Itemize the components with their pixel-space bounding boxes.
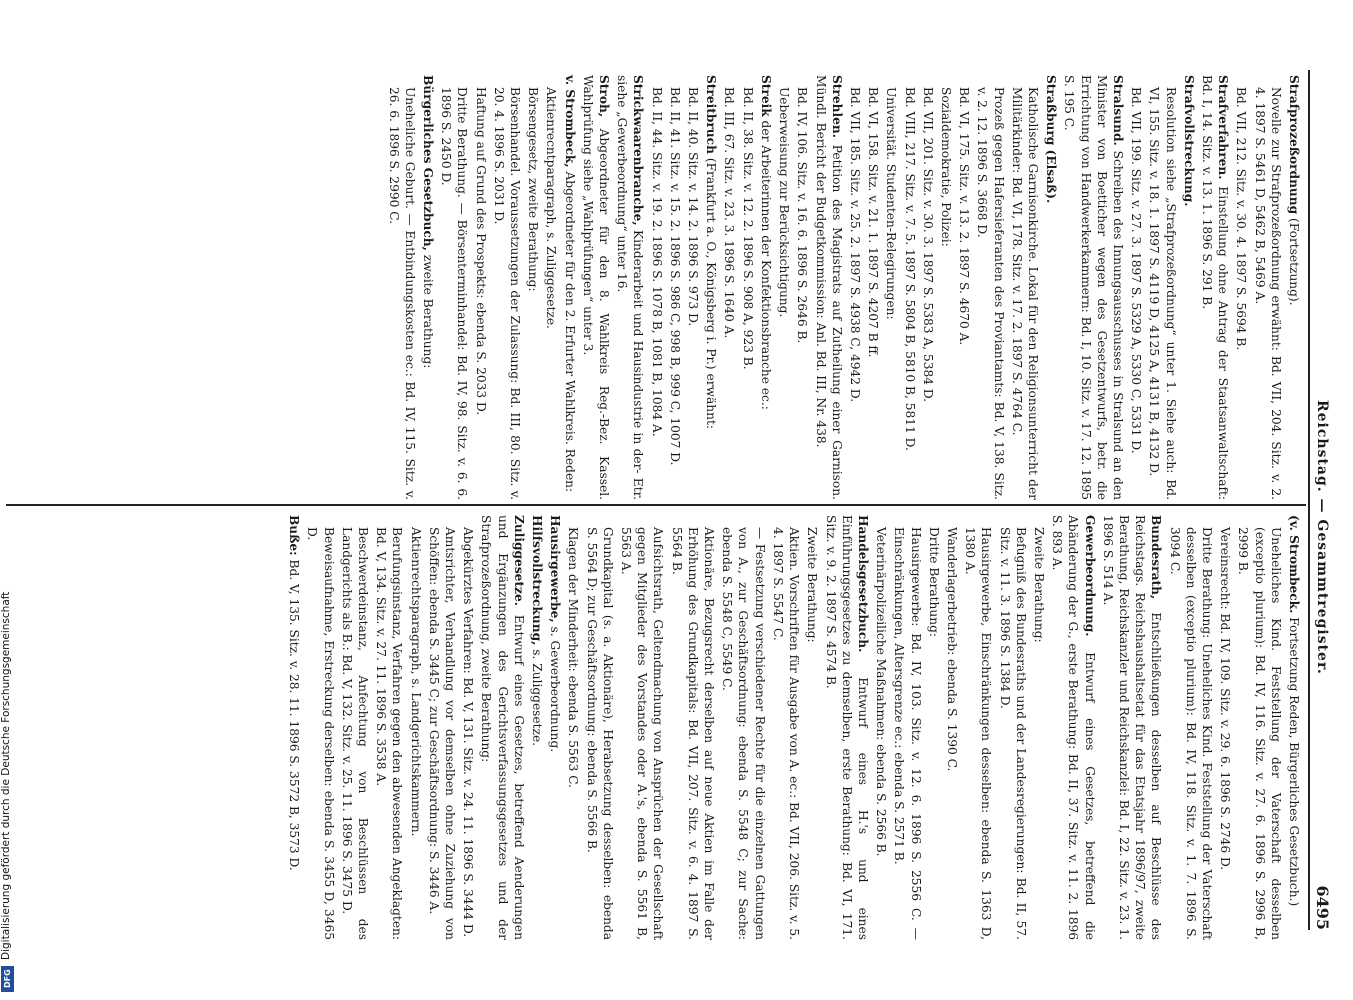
index-entry — [1166, 515, 1215, 940]
entry-text: Bd. II, 40. Sitz. v. 14. 2. 1896 S. 973 D. — [686, 87, 701, 327]
index-entry — [703, 75, 719, 500]
entry-text: Aktien. Vorschriften für Ausgabe von A. ec.: Bd. VII, 206. Sitz. v. 5. 4. 1897 S. 5547 C. — [770, 527, 802, 940]
index-entry — [794, 75, 810, 500]
index-entry — [614, 75, 646, 500]
entry-text: Kinderarbeit und Hausindustrie in der- Etr. siehe „Gewerbeordnung“ unter 16. — [615, 75, 646, 500]
entry-text: Abgeordneter für den 8. Wahlkreis Reg.-Bez. Kassel. Wahlprüfung siehe „Wahlprüfungen“ unter 3. — [580, 75, 612, 500]
entry-text: Aktienrechtsparagraph, s. Landgerichtskammern. — [408, 527, 423, 837]
index-entry — [920, 75, 936, 500]
entry-text: Aufsichtsrath, Geltendmachung von Ansprüchen der Gesellschaft gegen Mitglieder des Vorstandes oder A.'s, ebenda S. 5561 B, 5563 A. — [619, 527, 666, 940]
entry-text: Amtsrichter, Verhandlung vor demselben ohne Zuziehung von Schöffen: ebenda S. 3445 C; zur Geschäftsordnung: S. 3446 A. — [426, 527, 458, 940]
index-entry — [426, 515, 458, 940]
index-entry — [438, 75, 470, 500]
entry-text: Grundkapital (s. a. Aktionäre), Herabsetzung desselben: ebenda S. 5564 D; zur Geschäftsordnung: ebenda S. 5566 B. — [584, 527, 615, 940]
entry-text: Resolution siehe „Strafprozeßordnung“ unter 1. Siehe auch: Bd. VI, 155. Sitz. v. 18. 1. 1897 S. 4119 D, 4125 A, 4131 B, 4132 D. — [1147, 87, 1178, 500]
entry-text: Schreiben des Innungsausschusses in Stralsund an den Minister von Boetticher wegen des Gesetzentwurfs, betr. die Errichtung von Handwerkerkammern: Bd. I, 10. Sitz. v. 17. 12. 1895 S. 195 C. — [1062, 75, 1125, 500]
index-entry — [543, 75, 559, 500]
entry-text: Fortsetzung Reden, Bürgerliches Gesetzbuch.) — [1287, 613, 1301, 907]
header-rule — [1308, 70, 1310, 930]
entry-text: Bd. VII, 199. Sitz. v. 27. 3. 1897 S. 5329 A, 5330 C, 5331 D. — [1129, 87, 1144, 454]
entry-keyword: v. Strombeck, — [562, 75, 577, 168]
entry-keyword: Hausirgewerbe, — [548, 515, 563, 623]
index-entry — [1286, 515, 1302, 940]
entry-text: Bd. VI, 158. Sitz. v. 21. 1. 1897 S. 4207 B ff. — [866, 87, 881, 358]
index-entry — [847, 75, 863, 500]
index-entry — [719, 515, 768, 940]
index-entry — [648, 75, 664, 500]
entry-text: Entschließungen desselben auf Beschlüsse des Reichstags. Reichshaushaltsetat für das Etatsjahr 1896/97, zweite Berathung, Reichskanzler und Reichskanzlei: Bd. I, 22. Sitz. v. 23. 1. 1896 S. 514 A. — [1100, 515, 1164, 940]
entry-text: Bd. VII, 212. Sitz. v. 30. 4. 1897 S. 5694 B. — [1234, 87, 1249, 351]
entry-keyword: Stroh, — [597, 75, 612, 118]
index-entry — [618, 515, 667, 940]
entry-text: Novelle zur Strafprozeßordnung erwähnt: Bd. VII, 204. Sitz. v. 2. 4. 1897 S. 5461 D, 5462 B, 5469 A. — [1252, 87, 1283, 500]
index-entry — [758, 75, 774, 500]
index-entry — [956, 75, 972, 500]
index-entry — [1128, 75, 1144, 500]
entry-keyword: Stralsund. — [1110, 75, 1125, 146]
index-entry — [865, 75, 881, 500]
entry-text: Universität. Studenten-Relegirungen: — [884, 87, 899, 320]
entry-text: Bd. VII, 201. Sitz. v. 30. 3. 1897 S. 5383 A, 5384 D. — [920, 87, 935, 403]
entry-text: s. Gewerbeordnung. — [548, 622, 563, 753]
entry-text: Befugniß des Bundesraths und der Landesregierungen: Bd. II, 57. Sitz. v. 11. 3. 1896 S. 1384 D. — [997, 527, 1028, 940]
index-entry — [770, 515, 802, 940]
index-entry — [873, 515, 889, 940]
entry-keyword: Handelsgesetzbuch. — [855, 515, 870, 653]
index-entry — [460, 515, 476, 940]
index-entry — [525, 75, 541, 500]
index-entry — [974, 75, 1006, 500]
index-entry — [667, 75, 683, 500]
index-entry — [339, 515, 371, 940]
entry-keyword: Zuliggesetze. — [511, 515, 526, 606]
index-entry — [1233, 75, 1249, 500]
index-entry — [822, 515, 871, 940]
page-number: 6495 — [1313, 885, 1332, 930]
right-column — [284, 515, 1302, 940]
entry-text: Bd. II, 44. Sitz. v. 19. 2. 1896 S. 1078 B, 1081 B, 1084 A. — [649, 87, 664, 437]
entry-keyword: Bundesrath, — [1149, 515, 1164, 600]
entry-text: Bd. III, 67. Sitz. v. 23. 3. 1896 S. 1640 A. — [722, 87, 737, 339]
index-entry — [561, 75, 577, 500]
entry-text: zweite Berathung: — [421, 250, 436, 369]
entry-text: Börsenhandel. Voraussetzungen der Zulassung: Bd. III, 80. Sitz. v. 20. 4. 1896 S. 2031 D. — [491, 87, 523, 500]
index-entry — [1286, 75, 1302, 500]
entry-text: — Festsetzung verschiedener Rechte für die einzelnen Gattungen von A., zur Geschäftsordnung: ebenda S. 5548 C; zur Sache: ebenda S. 5548 C, 5549 C. — [720, 527, 767, 940]
index-entry — [1199, 75, 1231, 500]
entry-text: Wanderlagerbetrieb: ebenda S. 1390 C. — [944, 527, 959, 772]
column-divider — [6, 504, 1306, 506]
index-entry — [1146, 75, 1178, 500]
index-entry — [721, 75, 737, 500]
entry-text: Bd. IV, 106. Sitz. v. 16. 6. 1896 S. 2646 B. — [795, 87, 810, 344]
entry-text: Bd. V, 135. Sitz. v. 28. 11. 1896 S. 3572 B, 3573 D. — [287, 555, 302, 871]
entry-keyword: Gewerbeordnung. — [1082, 515, 1097, 637]
index-entry — [1181, 75, 1197, 500]
entry-text: Uneheliche Geburt. — Entbindungskosten ec.: Bd. IV, 115. Sitz. v. 26. 6. 1896 S. 2990 C. — [386, 87, 417, 500]
entry-text: Abgekürztes Verfahren: Bd. V, 131. Sitz. v. 24. 11. 1896 S. 3444 D. — [461, 527, 476, 938]
entry-text: Entwurf eines H.'s und eines Einführungsgesetzes zu demselben, erste Berathung: Bd. VI, 171. Sitz. v. 9. 2. 1897 S. 4574 B. — [823, 515, 870, 940]
index-entry — [1235, 515, 1284, 940]
index-entry — [1100, 515, 1165, 940]
index-entry — [944, 515, 960, 940]
entry-text: Zweite Berathung: — [805, 527, 820, 643]
entry-text: Vereinsrecht: Bd. IV, 109. Sitz. v. 29. 6. 1896 S. 2746 D. — [1218, 527, 1233, 871]
entry-keyword: Strafprozeßordnung — [1287, 75, 1301, 215]
entry-text: s. Zuliggesetze. — [530, 645, 545, 747]
index-entry — [804, 515, 820, 940]
entry-text: Entwurf eines Gesetzes, betreffend die Abänderung der G., erste Berathung: Bd. II, 37. Sitz. v. 11. 2. 1896 S. 893 A. — [1050, 515, 1097, 940]
entry-text: Veterinärpolizeiliche Maßnahmen: ebenda S. 2566 B. — [874, 527, 889, 857]
entry-text: Beschwerdeinstanz, Anfechtung von Beschlüssen des Landgerichts als B.: Bd. V, 132. Sitz. v. 25. 11. 1896 S. 3475 D. — [339, 527, 371, 940]
entry-text: Bd. II, 38. Sitz. v. 12. 2. 1896 S. 908 A, 923 B. — [740, 87, 755, 370]
entry-keyword: Streik — [758, 75, 773, 117]
index-entry — [1031, 515, 1047, 940]
entry-text: Dritte Berathung: Uneheliches Kind. Feststellung der Vaterschaft desselben (exceptio plurium): Bd. IV, 118. Sitz. v. 1. 7. 1896 S. 3094 C. — [1167, 527, 1214, 940]
entry-keyword: (v. Strombeck. — [1287, 515, 1301, 614]
entry-text: Hausirgewerbe: Bd. IV, 103. Sitz. v. 12. 6. 1896 S. 2556 C. — Einschränkungen, Altersgrenze ec.: ebenda S. 2571 B. — [892, 527, 923, 940]
entry-keyword: Strafvollstreckung. — [1181, 75, 1196, 207]
entry-keyword: Bürgerliches Gesetzbuch, — [421, 75, 436, 251]
index-entry — [996, 515, 1028, 940]
entry-keyword: Straßburg (Elsaß). — [1044, 75, 1059, 204]
index-entry — [478, 515, 527, 940]
entry-text: Hausirgewerbe, Einschränkungen desselben: ebenda S. 1363 D, 1380 A. — [963, 527, 994, 940]
index-entry — [420, 75, 436, 500]
entry-text: Zweite Berathung: — [1031, 527, 1046, 643]
entry-text: Bd. VII, 185. Sitz. v. 25. 2. 1897 S. 4938 C, 4942 D. — [847, 87, 862, 403]
entry-keyword: Strehlen. — [829, 75, 844, 138]
index-entry — [580, 75, 612, 500]
entry-text: Aktionäre, Bezugsrecht derselben auf neue Aktien im Falle der Erhöhung des Grundkapitals: Bd. VII, 207. Sitz. v. 6. 4. 1897 S. 5564 B. — [669, 527, 717, 940]
index-entry — [529, 515, 545, 940]
index-entry — [1217, 515, 1233, 940]
index-entry — [740, 75, 756, 500]
entry-keyword: Streitbruch — [704, 75, 719, 154]
entry-text: Klagen der Minderheit: ebenda S. 5563 C. — [566, 527, 581, 788]
entry-keyword: Strafverfahren. — [1216, 75, 1231, 180]
index-entry — [565, 515, 581, 940]
index-entry — [472, 75, 488, 500]
index-entry — [407, 515, 423, 940]
index-entry — [547, 515, 563, 940]
entry-text: Bd. VI, 175. Sitz. v. 13. 2. 1897 S. 4670 A. — [957, 87, 972, 346]
index-entry — [1043, 75, 1059, 500]
index-entry — [1251, 75, 1283, 500]
left-column — [383, 75, 1302, 500]
entry-text: Aktienrecntparagraph, s. Zuliggesetze. — [544, 87, 559, 329]
entry-text: Ueberweisung zur Berücksichtigung. — [777, 87, 792, 318]
index-entry — [1061, 75, 1126, 500]
running-title: Reichstag. — Gesammtregister. — [1314, 400, 1330, 675]
entry-text: Uneheliches Kind. Feststellung der Vaterschaft desselben (exceptio plurium): Bd. IV, 116. Sitz. v. 27. 6. 1896 S. 2996 B, 2999 B. — [1236, 527, 1283, 940]
entry-text: Haftung auf Grund des Prospekts: ebenda S. 2033 D. — [473, 87, 488, 416]
entry-text: der Arbeiterinnen der Konfektionsbranche ec.: — [758, 116, 773, 410]
entry-keyword: Hilfsvollstreckung, — [530, 515, 545, 646]
index-entry — [373, 515, 405, 940]
index-entry — [776, 75, 792, 500]
entry-text: Einstellung ohne Antrag der Staatsanwaltschaft: Bd. I, 14. Sitz. v. 13. 1. 1896 S. 291 B. — [1199, 75, 1231, 500]
index-entry — [491, 75, 523, 500]
entry-text: Bd. VIII, 217. Sitz. v. 7. 5. 1897 S. 5804 B, 5810 B, 5811 D. — [902, 87, 917, 451]
entry-text: Börsengesetz, zweite Berathung: — [526, 87, 541, 292]
index-entry — [901, 75, 917, 500]
index-entry — [926, 515, 942, 940]
index-entry — [583, 515, 615, 940]
dfg-logo: DFG — [1, 966, 14, 992]
index-entry — [286, 515, 302, 940]
entry-text: Sozialdemokratie, Polizei: — [938, 87, 953, 247]
entry-text: Abgeordneter für den 2. Erfurter Wahlkreis. Reden: — [562, 167, 577, 493]
entry-text: Berufungsinstanz, Verfahren gegen den abwesenden Angeklagten: Bd. V, 134. Sitz. v. 27. 11. 1896 S. 3538 A. — [374, 527, 405, 940]
index-entry — [962, 515, 994, 940]
entry-text: Dritte Berathung: — [926, 527, 941, 637]
entry-text: Bd. II, 41. Sitz. v. 15. 2. 1896 S. 986 C, 998 B, 999 C, 1007 D. — [667, 87, 682, 466]
index-entry — [891, 515, 923, 940]
entry-keyword: Buße: — [287, 515, 302, 556]
index-entry — [685, 75, 701, 500]
index-entry — [883, 75, 899, 500]
index-entry — [938, 75, 954, 500]
index-entry — [304, 515, 336, 940]
entry-text: (Fortsetzung). — [1287, 214, 1301, 306]
index-entry — [668, 515, 717, 940]
index-entry — [1009, 75, 1041, 500]
entry-text: Katholische Garnisonkirche. Lokal für den Religionsunterricht der Militärkinder: Bd. VI, 178. Sitz. v. 17. 2. 1897 S. 4764 C. — [1009, 87, 1040, 500]
entry-text: (Frankfurt a. O., Königsberg i. Pr.) erwähnt: — [704, 153, 719, 429]
entry-text: Prozeß gegen Hafersieferanten des Proviantamts: Bd. V, 138. Sitz. v. 2. 12. 1896 S. 3668 D. — [975, 87, 1006, 500]
entry-text: Entwurf eines Gesetzes, betreffend Aenderungen und Ergänzungen des Gerichtsverfassungsgesetzes und der Strafprozeßordnung, zweite Berathung: — [479, 515, 526, 940]
index-entry — [812, 75, 844, 500]
index-entry — [1049, 515, 1098, 940]
entry-text: Petition des Magistrats auf Zutheilung einer Garnison. Mündl. Bericht der Budgetkommission: Anl. Bd. III, Nr. 438. — [813, 75, 844, 500]
entry-text: Dritte Berathung. — Börsenterminhandel: Bd. IV, 98. Sitz. v. 6. 6. 1896 S. 2450 D. — [439, 87, 470, 500]
entry-text: Beweisaufnahme, Erstreckung derselben: ebenda S. 3455 D, 3465 D. — [305, 527, 336, 940]
entry-keyword: Strickwaarenbranche, — [631, 75, 646, 226]
digitization-note: Digitalisierung gefördert durch die Deutsche Forschungsgemeinschaft — [0, 591, 12, 960]
index-entry — [385, 75, 417, 500]
